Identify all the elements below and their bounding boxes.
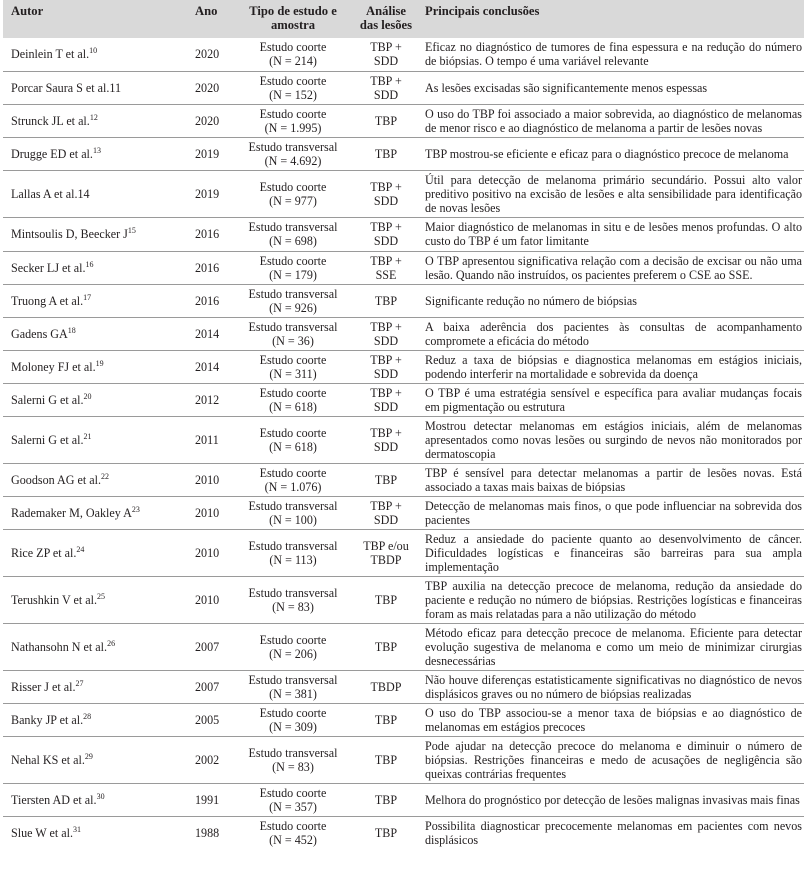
cell-autor [3,170,177,217]
cell-analise [353,816,419,849]
cell-conclusao: TBP mostrou-se eficiente e eficaz para o diagnóstico precoce de melanoma [425,146,789,161]
table-row [3,703,804,736]
cell-conclusao: O TBP apresentou significativa relação com a decisão de excisar ou não uma lesão. Quando não instruídos, os pacientes preferem o CSE ao SSE. [425,253,802,282]
cell-ano: 2020 [195,47,220,62]
analise-line1: TBP + [370,40,402,55]
cell-conclusao: Melhora do prognóstico por detecção de lesões malignas invasivas mais finas [425,792,800,807]
cell-autor [3,38,177,71]
cell-ano: 2010 [195,505,220,520]
analise-line1: TBP + [370,385,402,400]
cell-ano: 2016 [195,227,220,241]
cell-tipo [233,71,353,104]
cell-analise [353,783,419,816]
table-row [3,623,804,670]
analise-line1: TBP [374,639,398,654]
autor-text: Risser J et al. [11,679,76,694]
cell-analise [353,383,419,416]
header-row [3,0,804,38]
cell-analise [353,670,419,703]
tipo-estudo: Estudo transversal [248,585,338,600]
cell-ano: 2019 [195,186,220,201]
cell-conclusao: TBP é sensível para detectar melanomas a partir de lesões novas. Está associado a taxas mais baixas de biópsias [425,465,802,494]
amostra: (N = 452) [269,832,317,847]
cell-ano: 2010 [195,592,220,607]
cell-ano: 2014 [195,359,220,374]
analise-line1: TBP + [370,352,402,367]
reference-number: 23 [131,504,140,514]
tipo-estudo: Estudo coorte [259,352,327,367]
cell-tipo [233,783,353,816]
cell-analise [353,736,419,783]
amostra: (N = 311) [269,366,317,381]
header-analise [353,0,419,38]
cell-conclusao: Eficaz no diagnóstico de tumores de fina espessura e na redução do número de biópsias. O tempo é uma variável relevante [425,40,802,69]
cell-tipo [233,104,353,137]
reference-number: 24 [76,544,85,554]
reference-number: 21 [83,431,92,441]
studies-table [3,0,804,849]
analise-line1: TBP e/ou [363,538,409,553]
analise-line1: TBP [374,293,398,308]
cell-ano: 2020 [195,113,220,128]
tipo-estudo: Estudo transversal [248,672,338,687]
reference-number: 19 [95,358,104,368]
cell-tipo [233,383,353,416]
cell-autor [3,623,177,670]
cell-analise [353,284,419,317]
cell-ano: 2016 [195,260,220,275]
analise-line1: TBP [374,113,398,128]
cell-analise [353,703,419,736]
amostra: (N = 83) [272,599,314,614]
cell-autor [3,317,177,350]
cell-conclusao: Reduz a taxa de biópsias e diagnostica melanomas em estágios iniciais, podendo interferir na mortalidade e sobrevida da doença [425,352,802,381]
reference-number: 25 [97,591,106,601]
cell-conclusao: Útil para detecção de melanoma primário secundário. Possui alto valor preditivo positivo na excisão de lesões e alta sensibilidade para identificação de novas lesões [425,172,802,215]
cell-tipo [233,350,353,383]
cell-tipo [233,217,353,251]
autor-text: Moloney FJ et al. [11,359,96,374]
cell-autor [3,496,177,529]
cell-autor [3,350,177,383]
autor-text: Salerni G et al. [11,392,84,407]
reference-number: 15 [127,225,136,235]
cell-analise [353,71,419,104]
tipo-estudo: Estudo coorte [259,40,327,55]
cell-analise [353,170,419,217]
reference-number: 20 [83,391,92,401]
table-row [3,816,804,849]
analise-line2: SDD [373,366,399,381]
autor-text: Mintsoulis D, Beecker J [11,227,128,241]
cell-analise [353,416,419,463]
cell-conclusao: Reduz a ansiedade do paciente quanto ao desenvolvimento de câncer. Dificuldades logísticas e financeiras são barreiras para sua ampla implementação [425,531,802,574]
amostra: (N = 381) [269,686,317,701]
cell-ano: 2019 [195,146,220,161]
cell-ano: 1988 [195,825,220,840]
header-autor: Autor [11,4,44,18]
autor-text: Gadens GA [11,326,68,341]
cell-ano: 2011 [195,432,219,447]
table-row [3,71,804,104]
cell-analise [353,137,419,170]
cell-tipo [233,38,353,71]
autor-text: Truong A et al. [11,293,84,308]
table-row [3,416,804,463]
cell-analise [353,496,419,529]
reference-number: 12 [89,112,98,122]
autor-text: Nehal KS et al. [11,752,85,767]
cell-analise [353,251,419,284]
cell-ano: 2007 [195,679,220,694]
tipo-estudo: Estudo coorte [259,253,327,268]
cell-analise [353,38,419,71]
table-row [3,496,804,529]
analise-line1: TBP [374,472,398,487]
header-tipo-line1: Tipo de estudo e [249,4,337,18]
cell-tipo [233,576,353,623]
cell-conclusao: As lesões excisadas são significantemente menos espessas [425,80,708,95]
autor-text: Terushkin V et al. [11,592,98,607]
analise-line1: TBP + [370,253,402,268]
analise-line1: TBP + [370,319,402,334]
cell-conclusao: A baixa aderência dos pacientes às consultas de acompanhamento compromete a eficácia do método [425,319,802,348]
cell-autor [3,783,177,816]
table-row [3,317,804,350]
reference-number: 22 [101,471,110,481]
table-row [3,576,804,623]
table-row [3,350,804,383]
table-row [3,38,804,71]
analise-line1: TBP + [370,220,402,234]
cell-autor [3,137,177,170]
autor-text: Salerni G et al. [11,432,84,447]
cell-conclusao: Possibilita diagnosticar precocemente melanomas em pacientes com nevos displásicos [425,818,802,847]
cell-autor [3,703,177,736]
cell-tipo [233,284,353,317]
cell-tipo [233,670,353,703]
autor-text: Banky JP et al. [11,712,84,727]
cell-tipo [233,736,353,783]
autor-text: Tiersten AD et al. [11,792,97,807]
cell-analise [353,317,419,350]
cell-ano: 1991 [195,792,220,807]
table-row [3,251,804,284]
amostra: (N = 926) [269,300,317,315]
analise-line2: SDD [373,512,399,527]
reference-number: 30 [96,791,105,801]
cell-conclusao: Não houve diferenças estatisticamente significativas no diagnóstico de nevos displásicos graves ou no número de biópsias realizadas [425,672,802,701]
amostra: (N = 357) [269,799,317,814]
analise-line1: TBDP [370,679,402,694]
header-conclusoes: Principais conclusões [425,4,540,18]
cell-tipo [233,496,353,529]
table-row [3,529,804,576]
cell-analise [353,463,419,496]
tipo-estudo: Estudo transversal [248,220,338,234]
header-analise-line1: Análise [366,4,406,18]
cell-tipo [233,463,353,496]
reference-number: 18 [67,325,76,335]
amostra: (N = 309) [269,719,317,734]
cell-conclusao: Pode ajudar na detecção precoce do melanoma e diminuir o número de biópsias. Restrições financeiras e medo de acusações de negligência são queixas contrárias frequentes [425,738,802,781]
autor-text: Porcar Saura S et al.11 [11,80,122,95]
tipo-estudo: Estudo coorte [259,385,327,400]
cell-ano: 2014 [195,326,220,341]
autor-text: Secker LJ et al. [11,260,86,275]
reference-number: 31 [73,824,82,834]
table-row [3,463,804,496]
cell-conclusao: Mostrou detectar melanomas em estágios iniciais, além de melanomas apresentados como novas lesões ou surgindo de nevos não monitorados por dermatoscopia [425,418,802,461]
tipo-estudo: Estudo coorte [259,179,327,194]
analise-line2: SDD [373,54,399,69]
cell-conclusao: O TBP é uma estratégia sensível e específica para avaliar mudanças focais em pigmentação ou estrutura [425,385,802,414]
table-header [3,0,804,38]
table-row [3,670,804,703]
cell-analise [353,350,419,383]
amostra: (N = 100) [269,512,317,527]
analise-line2: SDD [373,333,399,348]
analise-line1: TBP + [370,179,402,194]
reference-number: 13 [92,145,101,155]
analise-line2: SSE [375,267,397,282]
cell-analise [353,217,419,251]
cell-conclusao: TBP auxilia na detecção precoce de melanoma, redução da ansiedade do paciente e redução no número de biópsias. Restrições logísticas e financeiras foram as mais relatadas para a não utilização do método [425,578,802,621]
analise-line1: TBP [374,752,398,767]
cell-conclusao: Maior diagnóstico de melanomas in situ e de lesões menos profundas. O alto custo do TBP é um fator limitante [425,220,802,248]
autor-text: Rademaker M, Oakley A [11,505,132,520]
tipo-estudo: Estudo coorte [259,785,327,800]
tipo-estudo: Estudo transversal [248,538,338,553]
analise-line2: SDD [373,399,399,414]
tipo-estudo: Estudo coorte [259,818,327,833]
amostra: (N = 113) [269,552,317,567]
autor-text: Goodson AG et al. [11,472,102,487]
tipo-estudo: Estudo coorte [259,632,327,647]
analise-line1: TBP [374,792,398,807]
cell-conclusao: Método eficaz para detecção precoce de melanoma. Eficiente para detectar evolução sugestiva de melanoma e como um meio de minimizar cirurgias desnecessárias [425,625,802,668]
reference-number: 16 [85,259,94,269]
amostra: (N = 83) [272,759,314,774]
cell-ano: 2010 [195,545,220,560]
cell-conclusao: O uso do TBP foi associado a maior sobrevida, ao diagnóstico de melanomas de menor risco e ao diagnóstico de melanoma a partir de lesões novas [425,106,802,135]
cell-analise [353,623,419,670]
amostra: (N = 698) [269,234,317,248]
analise-line2: SDD [373,439,399,454]
autor-text: Lallas A et al.14 [11,186,90,201]
cell-conclusao: Detecção de melanomas mais finos, o que pode influenciar na sobrevida dos pacientes [425,498,802,527]
cell-ano: 2020 [195,80,220,95]
amostra: (N = 977) [269,193,317,208]
amostra: (N = 214) [269,54,317,69]
table-row [3,217,804,251]
table-row [3,383,804,416]
cell-tipo [233,816,353,849]
autor-text: Drugge ED et al. [11,146,93,161]
analise-line1: TBP [374,146,398,161]
autor-text: Slue W et al. [11,825,74,840]
analise-line2: SDD [373,193,399,208]
amostra: (N = 152) [269,87,317,102]
reference-number: 10 [89,46,98,56]
reference-number: 28 [83,711,92,721]
amostra: (N = 179) [269,267,317,282]
cell-ano: 2010 [195,472,220,487]
tipo-estudo: Estudo coorte [259,425,327,440]
cell-autor [3,104,177,137]
header-tipo-line2: amostra [270,18,316,32]
analise-line1: TBP [374,825,398,840]
header-analise-line2: das lesões [359,18,413,32]
cell-autor [3,284,177,317]
tipo-estudo: Estudo coorte [259,465,327,480]
cell-conclusao: Significante redução no número de biópsias [425,293,637,308]
header-tipo [233,0,353,38]
analise-line2: SDD [373,234,399,248]
table-row [3,736,804,783]
tipo-estudo: Estudo transversal [248,319,338,334]
amostra: (N = 1.995) [264,120,322,135]
cell-autor [3,416,177,463]
table-row [3,284,804,317]
amostra: (N = 618) [269,399,317,414]
table-row [3,137,804,170]
table-row [3,170,804,217]
autor-text: Nathansohn N et al. [11,639,108,654]
tipo-estudo: Estudo transversal [248,286,338,301]
amostra: (N = 618) [269,439,317,454]
amostra: (N = 1.076) [264,479,322,494]
amostra: (N = 4.692) [264,153,322,168]
cell-ano: 2002 [195,752,220,767]
autor-text: Strunck JL et al. [11,113,90,128]
cell-analise [353,529,419,576]
analise-line1: TBP + [370,425,402,440]
tipo-estudo: Estudo coorte [259,106,327,121]
autor-text: Rice ZP et al. [11,545,77,560]
cell-tipo [233,137,353,170]
analise-line1: TBP + [370,498,402,513]
cell-tipo [233,529,353,576]
cell-autor [3,670,177,703]
cell-autor [3,736,177,783]
analise-line1: TBP [374,712,398,727]
cell-autor [3,383,177,416]
cell-autor [3,816,177,849]
tipo-estudo: Estudo coorte [259,73,327,88]
cell-ano: 2005 [195,712,220,727]
reference-number: 17 [83,292,92,302]
analise-line2: TBDP [370,552,402,567]
cell-conclusao: O uso do TBP associou-se a menor taxa de biópsias e ao diagnóstico de melanomas em estágios precoces [425,705,802,734]
cell-autor [3,463,177,496]
cell-tipo [233,170,353,217]
analise-line1: TBP [374,592,398,607]
cell-analise [353,576,419,623]
tipo-estudo: Estudo transversal [248,139,338,154]
cell-autor [3,71,177,104]
table-row [3,783,804,816]
amostra: (N = 206) [269,646,317,661]
cell-tipo [233,416,353,463]
cell-tipo [233,251,353,284]
tipo-estudo: Estudo coorte [259,705,327,720]
cell-autor [3,217,177,251]
cell-tipo [233,317,353,350]
amostra: (N = 36) [272,333,314,348]
cell-ano: 2012 [195,392,220,407]
cell-autor [3,251,177,284]
cell-analise [353,104,419,137]
cell-tipo [233,623,353,670]
analise-line2: SDD [373,87,399,102]
table-body [3,38,804,849]
cell-autor [3,576,177,623]
reference-number: 29 [84,751,93,761]
table-row [3,104,804,137]
autor-text: Deinlein T et al. [11,47,90,62]
reference-number: 26 [107,638,116,648]
tipo-estudo: Estudo transversal [248,498,338,513]
cell-tipo [233,703,353,736]
cell-ano: 2016 [195,293,220,308]
cell-ano: 2007 [195,639,220,654]
analise-line1: TBP + [370,73,402,88]
cell-autor [3,529,177,576]
reference-number: 27 [75,678,84,688]
header-ano: Ano [195,4,218,18]
tipo-estudo: Estudo transversal [248,745,338,760]
